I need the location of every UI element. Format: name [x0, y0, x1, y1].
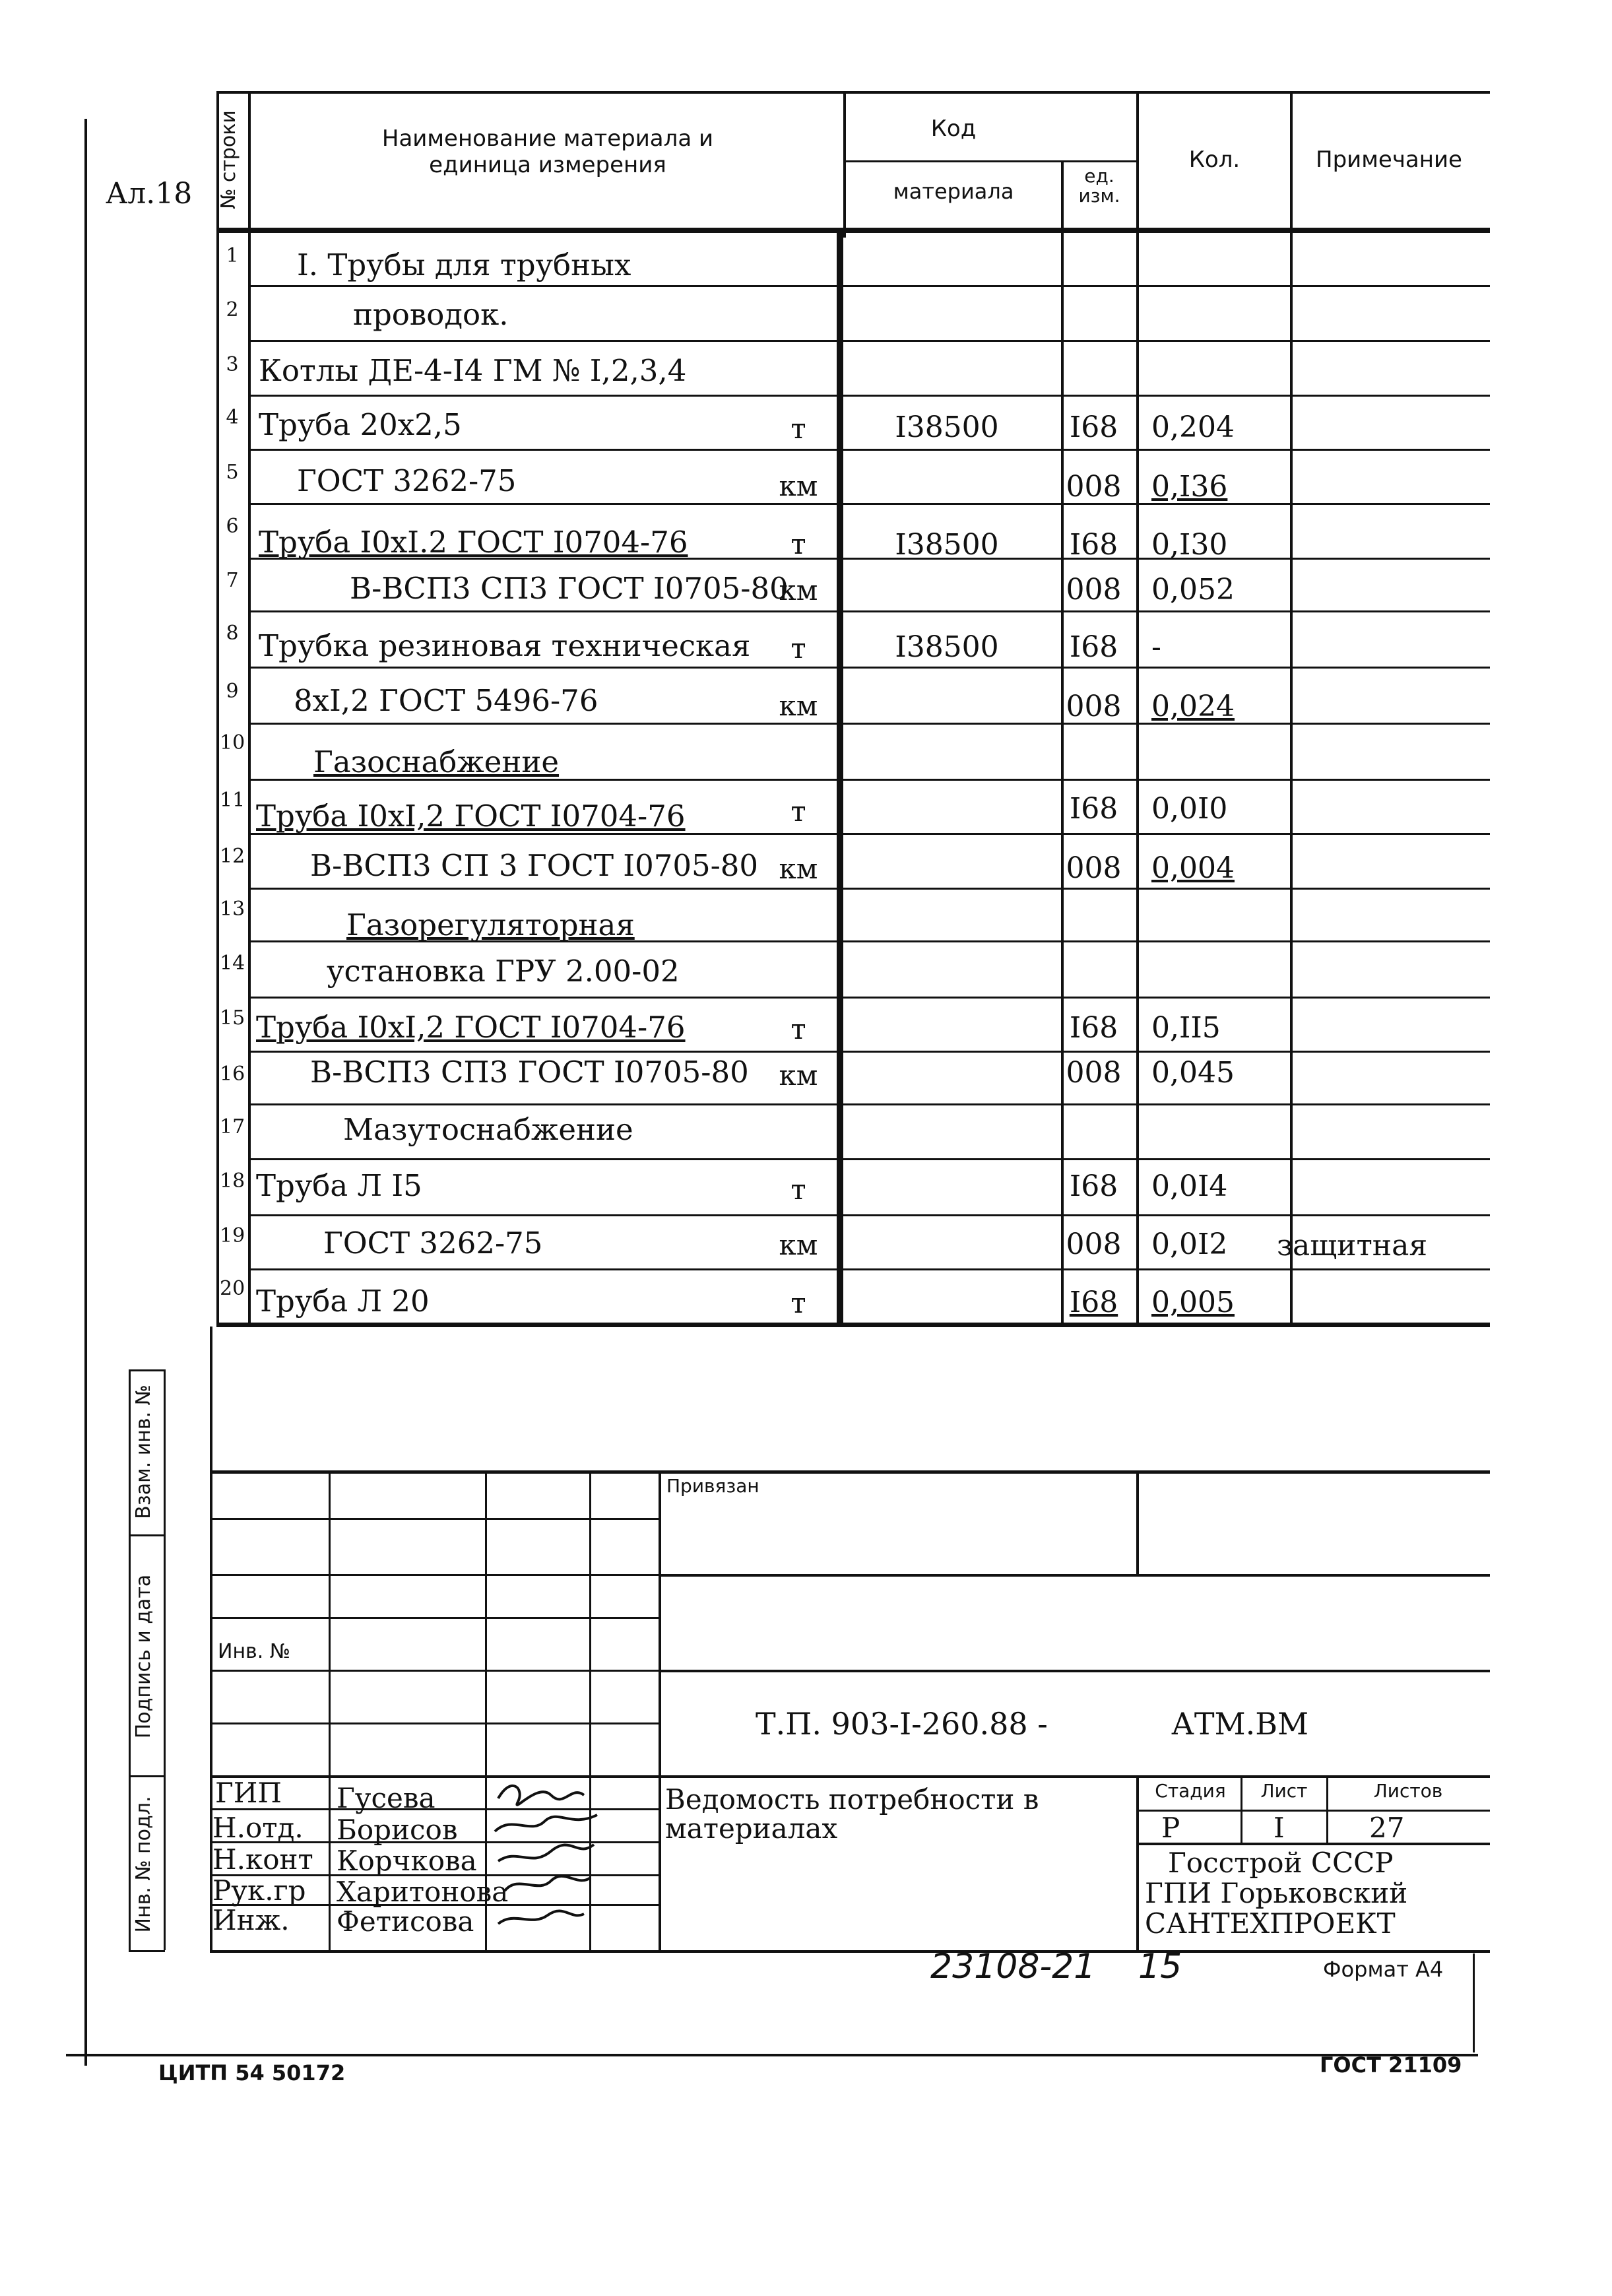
- sheet-label: Ал.18: [106, 177, 193, 211]
- org-name: Госстрой СССР ГПИ Горьковский САНТЕХПРОЕКТ: [1145, 1847, 1408, 1940]
- header-note: Примечание: [1316, 147, 1462, 173]
- format-label: Формат А4: [1323, 1957, 1444, 1982]
- row-name: I. Трубы для трубных: [297, 247, 631, 282]
- stage-label: Стадия: [1155, 1780, 1226, 1802]
- footer-right: ГОСТ 21109: [1320, 2052, 1462, 2078]
- privyazan-label: Привязан: [666, 1475, 759, 1497]
- staff-role: Инж.: [212, 1904, 290, 1936]
- header-qty: Кол.: [1188, 147, 1241, 173]
- staff-role: Рук.гр: [212, 1874, 306, 1907]
- row-name: Труба Л I5: [256, 1168, 422, 1203]
- row-name: В-ВСП3 СП 3 ГОСТ I0705-80: [310, 848, 759, 883]
- row-name: 8хI,2 ГОСТ 5496-76: [294, 683, 598, 718]
- sheet-value: I: [1273, 1812, 1285, 1844]
- row-name: Мазутоснабжение: [343, 1112, 633, 1147]
- side-label-orig-inv: Инв. № подл.: [132, 1796, 155, 1933]
- staff-name: Борисов: [337, 1814, 458, 1846]
- bottom-border: [66, 2054, 1478, 2056]
- stage-value: Р: [1161, 1812, 1180, 1844]
- staff-name: Гусева: [337, 1782, 435, 1814]
- staff-name: Корчкова: [337, 1845, 477, 1877]
- staff-role: Н.отд.: [212, 1812, 304, 1844]
- header-material: материала: [893, 179, 1014, 204]
- sheet-no-label: Лист: [1260, 1780, 1308, 1802]
- sheets-value: 27: [1369, 1812, 1405, 1844]
- row-name: ГОСТ 3262-75: [297, 463, 517, 498]
- staff-name: Фетисова: [337, 1905, 474, 1938]
- staff-name: Харитонова: [337, 1876, 509, 1908]
- row-name: В-ВСП3 СП3 ГОСТ I0705-80: [350, 571, 789, 606]
- signature-scribbles: [485, 1769, 617, 1940]
- header-row-no: № строки: [217, 110, 240, 209]
- row-name: Труба I0хI,2 ГОСТ I0704-76: [256, 1010, 686, 1045]
- page-number: 15: [1138, 1947, 1182, 1986]
- side-label-replace-inv: Взам. инв. №: [132, 1385, 155, 1519]
- registry-number: 23108-21: [930, 1947, 1096, 1986]
- row-name: проводок.: [353, 297, 509, 332]
- staff-role: ГИП: [215, 1777, 282, 1809]
- row-name: Труба I0хI.2 ГОСТ I0704-76: [259, 525, 688, 560]
- sheets-label: Листов: [1373, 1780, 1443, 1802]
- right-edge-mark: [1473, 1953, 1475, 2052]
- left-border: [84, 119, 87, 2066]
- header-name: Наименование материала и единица измерения: [381, 125, 714, 178]
- header-code: Код: [930, 115, 977, 142]
- inv-no-label: Инв. №: [218, 1640, 291, 1663]
- row-name: В-ВСП3 СП3 ГОСТ I0705-80: [310, 1055, 749, 1090]
- row-name: Трубка резиновая техническая: [259, 628, 751, 663]
- doc-title: Ведомость потребности в материалах: [665, 1783, 1039, 1845]
- staff-role: Н.конт: [212, 1843, 313, 1876]
- row-name: Труба Л 20: [256, 1284, 430, 1319]
- footer-left: ЦИТП 54 50172: [158, 2060, 346, 2085]
- designation-suffix: АТМ.ВМ: [1171, 1706, 1309, 1742]
- row-name: ГОСТ 3262-75: [323, 1226, 543, 1261]
- row-name: Труба I0хI,2 ГОСТ I0704-76: [256, 799, 686, 834]
- row-name: Котлы ДЕ-4-I4 ГМ № I,2,3,4: [259, 353, 687, 388]
- row-name: Труба 20х2,5: [259, 407, 462, 442]
- row-name: установка ГРУ 2.00-02: [327, 954, 680, 989]
- row-note: защитная: [1277, 1229, 1428, 1263]
- row-name: Газоснабжение: [313, 744, 560, 779]
- designation: Т.П. 903-I-260.88 -: [756, 1706, 1048, 1742]
- header-unit: ед. изм.: [1078, 165, 1120, 207]
- row-name: Газорегуляторная: [346, 907, 635, 942]
- side-label-signature-date: Подпись и дата: [132, 1574, 155, 1739]
